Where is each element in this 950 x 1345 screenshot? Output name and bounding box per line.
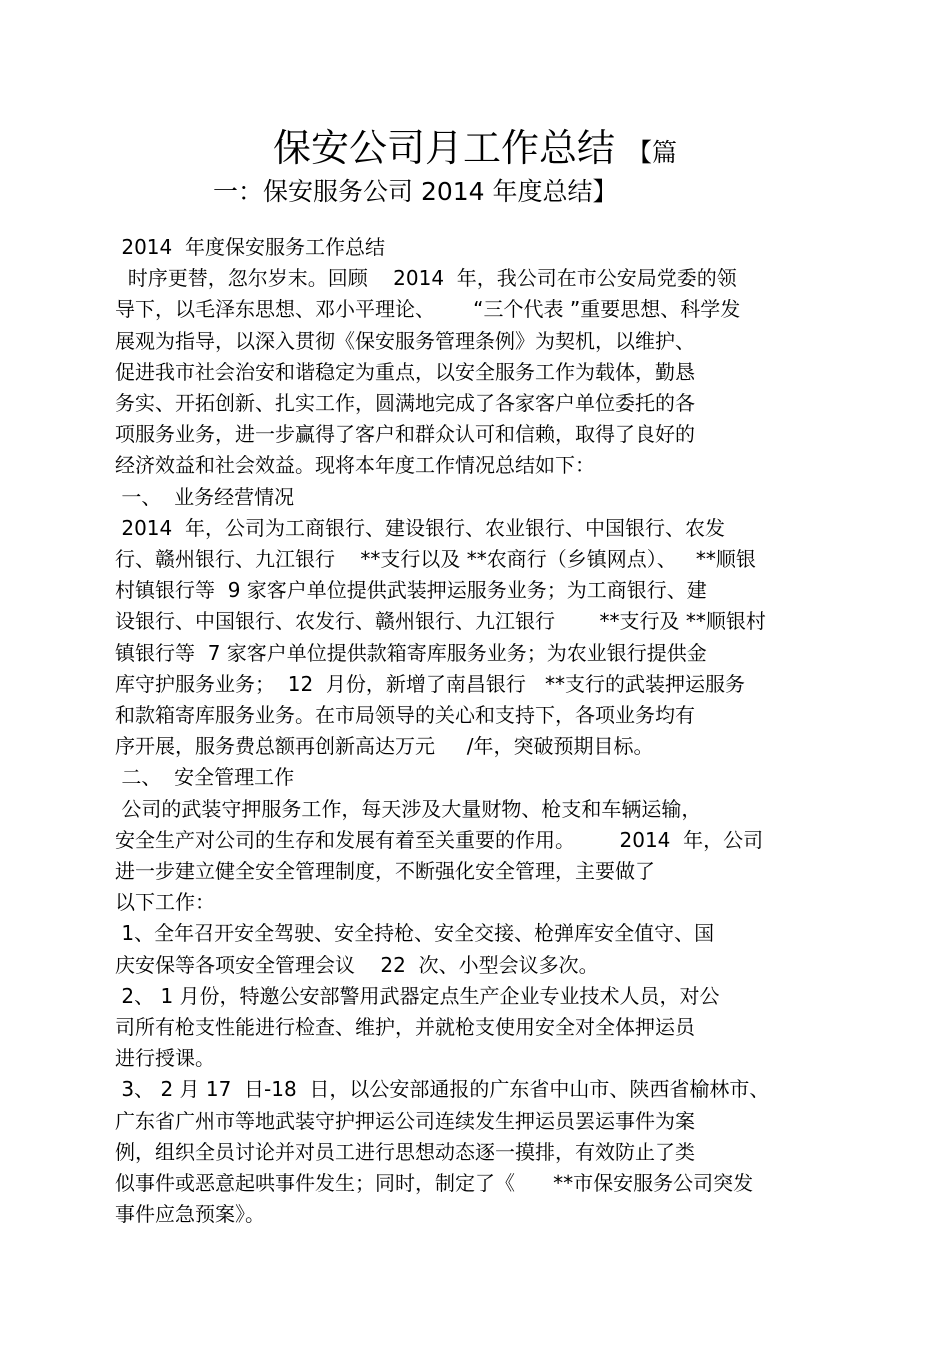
text-line: 设银行、中国银行、农发行、赣州银行、九江银行 **支行及 **顺银村 xyxy=(115,609,766,634)
document-body xyxy=(115,232,875,1231)
text-line: 庆安保等各项安全管理会议 22 次、小型会议多次。 xyxy=(115,952,599,977)
text-line: 镇银行等 7 家客户单位提供款箱寄库服务业务；为农业银行提供金 xyxy=(115,640,707,665)
text-line: 广东省广州市等地武装守护押运公司连续发生押运员罢运事件为案 xyxy=(115,1108,695,1133)
text-line: 二、 安全管理工作 xyxy=(115,765,295,790)
text-line: 安全生产对公司的生存和发展有着至关重要的作用。 2014 年，公司 xyxy=(115,827,764,852)
text-line: 导下，以毛泽东思想、邓小平理论、 “三个代表 ”重要思想、科学发 xyxy=(115,297,741,322)
text-line: 事件应急预案》。 xyxy=(115,1202,265,1227)
text-line: 进一步建立健全安全管理制度，不断强化安全管理，主要做了 xyxy=(115,859,655,884)
text-line: 经济效益和社会效益。现将本年度工作情况总结如下： xyxy=(115,453,595,478)
text-line: 例，组织全员讨论并对员工进行思想动态逐一摸排，有效防止了类 xyxy=(115,1139,695,1164)
text-line: 促进我市社会治安和谐稳定为重点，以安全服务工作为载体，勤恳 xyxy=(115,359,695,384)
text-line: 库守护服务业务； 12 月份，新增了南昌银行 **支行的武装押运服务 xyxy=(115,671,745,696)
text-line: 1、全年召开安全驾驶、安全持枪、安全交接、枪弹库安全值守、国 xyxy=(115,921,715,946)
text-line: 行、赣州银行、九江银行 **支行以及 **农商行（乡镇网点）、 **顺银 xyxy=(115,547,756,572)
title-main: 保安公司月工作总结 xyxy=(272,126,615,170)
text-line: 和款箱寄库服务业务。在市局领导的关心和支持下，各项业务均有 xyxy=(115,703,695,728)
text-line: 村镇银行等 9 家客户单位提供武装押运服务业务；为工商银行、建 xyxy=(115,578,707,603)
text-line: 司所有枪支性能进行检查、维护，并就枪支使用安全对全体押运员 xyxy=(115,1015,695,1040)
text-line: 项服务业务，进一步赢得了客户和群众认可和信赖，取得了良好的 xyxy=(115,422,695,447)
document-subtitle: 一：保安服务公司 2014 年度总结】 xyxy=(213,177,618,206)
text-line: 务实、开拓创新、扎实工作，圆满地完成了各家客户单位委托的各 xyxy=(115,391,695,416)
text-line: 进行授课。 xyxy=(115,1046,215,1071)
text-line: 2014 年度保安服务工作总结 xyxy=(115,235,385,259)
text-line: 展观为指导，以深入贯彻《保安服务管理条例》为契机，以维护、 xyxy=(115,328,695,353)
text-line: 以下工作： xyxy=(115,890,215,915)
text-line: 似事件或恶意起哄事件发生；同时，制定了《 **市保安服务公司突发 xyxy=(115,1171,754,1196)
title-bracket: 【篇 xyxy=(627,138,678,167)
text-line: 2014 年，公司为工商银行、建设银行、农业银行、中国银行、农发 xyxy=(115,515,725,540)
text-line: 序开展，服务费总额再创新高达万元 /年，突破预期目标。 xyxy=(115,734,654,759)
text-line: 公司的武装守押服务工作，每天涉及大量财物、枪支和车辆运输， xyxy=(115,796,702,821)
text-line: 2、 1 月份，特邀公安部警用武器定点生产企业专业技术人员，对公 xyxy=(115,983,720,1008)
text-line: 时序更替，忽尔岁末。回顾 2014 年，我公司在市公安局党委的领 xyxy=(115,266,737,291)
text-line: 3、 2 月 17 日-18 日，以公安部通报的广东省中山市、陕西省榆林市、 xyxy=(115,1077,770,1102)
text-line: 一、 业务经营情况 xyxy=(115,484,295,509)
